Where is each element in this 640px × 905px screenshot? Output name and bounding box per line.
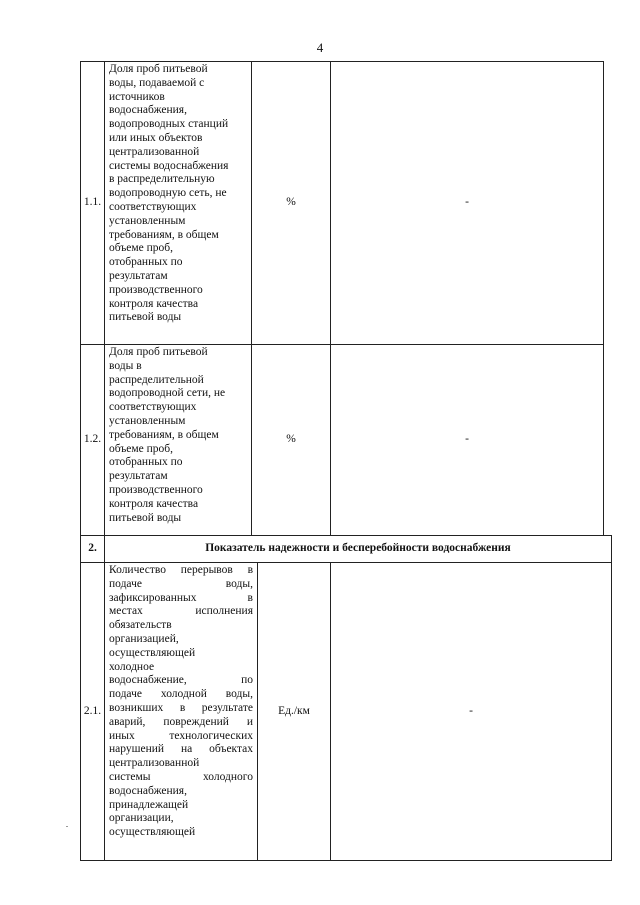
description-line: централизованной	[109, 145, 200, 158]
description-line: объеме проб,	[109, 442, 174, 455]
row-description	[105, 62, 252, 345]
section-row	[81, 536, 612, 563]
description-line: водоснабжение, по	[109, 674, 253, 687]
table-row	[81, 345, 604, 536]
description-line: водоснабжения,	[109, 104, 187, 117]
description-line: требованиям, в общем	[109, 228, 219, 241]
description-line: объеме проб,	[109, 242, 174, 255]
row-unit: Ед./км	[258, 563, 331, 861]
description-line: иных технологических	[109, 729, 253, 742]
description-line: требованиям, в общем	[109, 428, 219, 441]
description-line: местах исполнения	[109, 605, 253, 618]
row-number: 1.2.	[81, 345, 105, 536]
row-value: -	[331, 345, 604, 536]
row-unit: %	[252, 345, 331, 536]
description-line: установленным	[109, 414, 186, 427]
description-line: нарушений на объектах	[109, 743, 253, 756]
page-number: 4	[316, 40, 324, 55]
row-value: -	[331, 62, 604, 345]
reliability-table	[80, 535, 612, 861]
description-line: организации,	[109, 812, 174, 825]
section-number: 2.	[81, 536, 105, 563]
description-line: осуществляющей	[109, 646, 196, 659]
description-line: Доля проб питьевой	[109, 63, 208, 75]
scan-speck	[66, 826, 68, 827]
description-line: соответствующих	[109, 401, 197, 414]
description-line: водопроводных станций	[109, 118, 229, 131]
description-line: аварий, повреждений и	[109, 715, 253, 728]
description-line: питьевой воды	[109, 311, 182, 324]
description-line: Доля проб питьевой	[109, 346, 208, 358]
description-line: отобранных по	[109, 256, 183, 269]
table-row	[81, 563, 612, 861]
description-line: воды, подаваемой с	[109, 76, 205, 89]
description-line: холодное	[109, 660, 155, 673]
row-description	[105, 345, 252, 536]
row-number: 1.1.	[81, 62, 105, 345]
description-line: системы холодного	[109, 770, 253, 783]
description-line: установленным	[109, 214, 186, 227]
description-line: принадлежащей	[109, 798, 189, 811]
description-line: отобранных по	[109, 456, 183, 469]
description-line: осуществляющей	[109, 826, 196, 839]
description-line: источников	[109, 90, 165, 103]
section-title: Показатель надежности и бесперебойности водоснабжения	[105, 536, 612, 563]
description-line: соответствующих	[109, 200, 197, 213]
description-text	[109, 564, 253, 840]
row-value: -	[331, 563, 612, 861]
description-line: водопроводной сети, не	[109, 387, 226, 400]
table-row	[81, 62, 604, 345]
row-number: 2.1.	[81, 563, 105, 861]
description-line: Количество перерывов в	[109, 564, 253, 576]
row-description	[105, 563, 258, 861]
description-line: результатам	[109, 269, 168, 282]
description-line: водопроводную сеть, не	[109, 187, 227, 200]
description-text	[109, 63, 247, 325]
description-line: воды в	[109, 359, 142, 372]
description-line: или иных объектов	[109, 131, 203, 144]
description-line: водоснабжения,	[109, 784, 187, 797]
description-line: распределительной	[109, 373, 204, 386]
description-line: обязательств	[109, 619, 172, 632]
description-line: контроля качества	[109, 497, 199, 510]
description-line: возникших в результате	[109, 701, 253, 714]
description-line: контроля качества	[109, 297, 199, 310]
description-text	[109, 346, 247, 525]
description-line: организацией,	[109, 632, 179, 645]
description-line: производственного	[109, 483, 203, 496]
row-unit: %	[252, 62, 331, 345]
description-line: производственного	[109, 283, 203, 296]
indicators-table	[80, 61, 604, 536]
description-line: в распределительную	[109, 173, 215, 186]
description-line: результатам	[109, 470, 168, 483]
description-line: системы водоснабжения	[109, 159, 229, 172]
description-line: питьевой воды	[109, 511, 182, 524]
description-line: зафиксированных в	[109, 591, 253, 604]
description-line: централизованной	[109, 757, 200, 770]
description-line: подаче воды,	[109, 577, 253, 590]
description-line: подаче холодной воды,	[109, 688, 253, 701]
